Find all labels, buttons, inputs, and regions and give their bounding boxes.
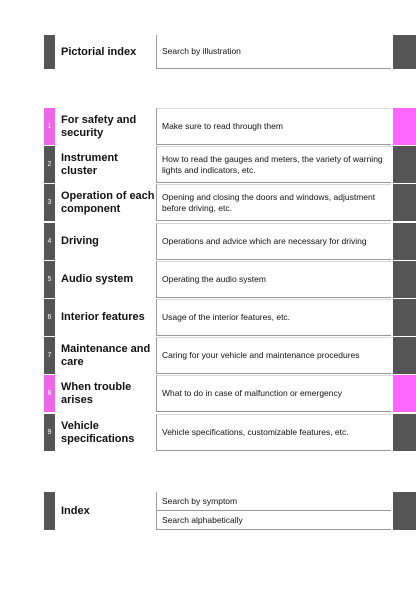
chapter-side-tab[interactable]: [393, 108, 416, 145]
index-desc-symptom[interactable]: Search by symptom: [156, 492, 391, 511]
chapter-title: Vehicle specifications: [61, 419, 135, 445]
pictorial-index-title: Pictorial index: [61, 45, 137, 58]
chapter-title: Maintenance and care: [61, 342, 151, 368]
chapter-title: Audio system: [61, 273, 134, 285]
chapter-description: Vehicle specifications, customizable features, etc.: [156, 414, 391, 451]
pictorial-index-side-tab: [393, 35, 416, 69]
chapter-row[interactable]: [0, 337, 416, 374]
chapter-description: Make sure to read through them: [156, 108, 391, 145]
chapter-description: How to read the gauges and meters, the variety of warning lights and indicators, etc.: [156, 146, 391, 183]
chapter-number-tab: 9: [44, 414, 55, 451]
chapter-number-tab: 1: [44, 108, 55, 145]
chapter-row[interactable]: [0, 375, 416, 412]
chapter-number-tab: 2: [44, 146, 55, 183]
chapter-title: Instrument cluster: [61, 151, 118, 177]
chapter-row[interactable]: [0, 261, 416, 298]
chapter-title: Interior features: [61, 311, 145, 323]
chapter-side-tab[interactable]: [393, 375, 416, 412]
chapter-number-tab: 5: [44, 261, 55, 298]
chapter-description: Operations and advice which are necessary for driving: [156, 223, 391, 260]
index-title: Index: [61, 504, 90, 517]
chapter-title: For safety and security: [61, 113, 137, 139]
chapter-number-tab: 6: [44, 299, 55, 336]
chapter-title: When trouble arises: [61, 380, 132, 406]
chapter-row[interactable]: [0, 184, 416, 221]
chapter-number-tab: 7: [44, 337, 55, 374]
chapter-description: What to do in case of malfunction or emergency: [156, 375, 391, 412]
chapter-number-tab: 3: [44, 184, 55, 221]
chapter-title: Driving: [61, 235, 99, 247]
chapter-row[interactable]: [0, 299, 416, 336]
pictorial-index-row[interactable]: [0, 35, 416, 69]
pictorial-index-desc: Search by illustration: [156, 35, 391, 69]
chapter-description: Caring for your vehicle and maintenance procedures: [156, 337, 391, 374]
chapter-side-tab[interactable]: [393, 337, 416, 374]
chapter-side-tab[interactable]: [393, 261, 416, 298]
chapter-description: Usage of the interior features, etc.: [156, 299, 391, 336]
chapter-side-tab[interactable]: [393, 146, 416, 183]
chapter-number-tab: 4: [44, 223, 55, 260]
chapter-title: Operation of each component: [61, 189, 155, 215]
chapter-description: Operating the audio system: [156, 261, 391, 298]
chapter-side-tab[interactable]: [393, 299, 416, 336]
chapter-side-tab[interactable]: [393, 184, 416, 221]
chapter-side-tab[interactable]: [393, 223, 416, 260]
chapter-side-tab[interactable]: [393, 414, 416, 451]
chapter-description: Opening and closing the doors and windows, adjustment before driving, etc.: [156, 184, 391, 221]
chapter-row[interactable]: [0, 414, 416, 451]
chapter-row[interactable]: [0, 146, 416, 183]
index-tab: [44, 492, 55, 530]
chapter-number-tab: 8: [44, 375, 55, 412]
chapter-row[interactable]: [0, 108, 416, 145]
index-side-tab: [393, 492, 416, 530]
index-row[interactable]: [0, 492, 416, 530]
index-desc-alphabetical[interactable]: Search alphabetically: [156, 511, 391, 530]
pictorial-index-tab: [44, 35, 55, 69]
chapter-row[interactable]: [0, 223, 416, 260]
